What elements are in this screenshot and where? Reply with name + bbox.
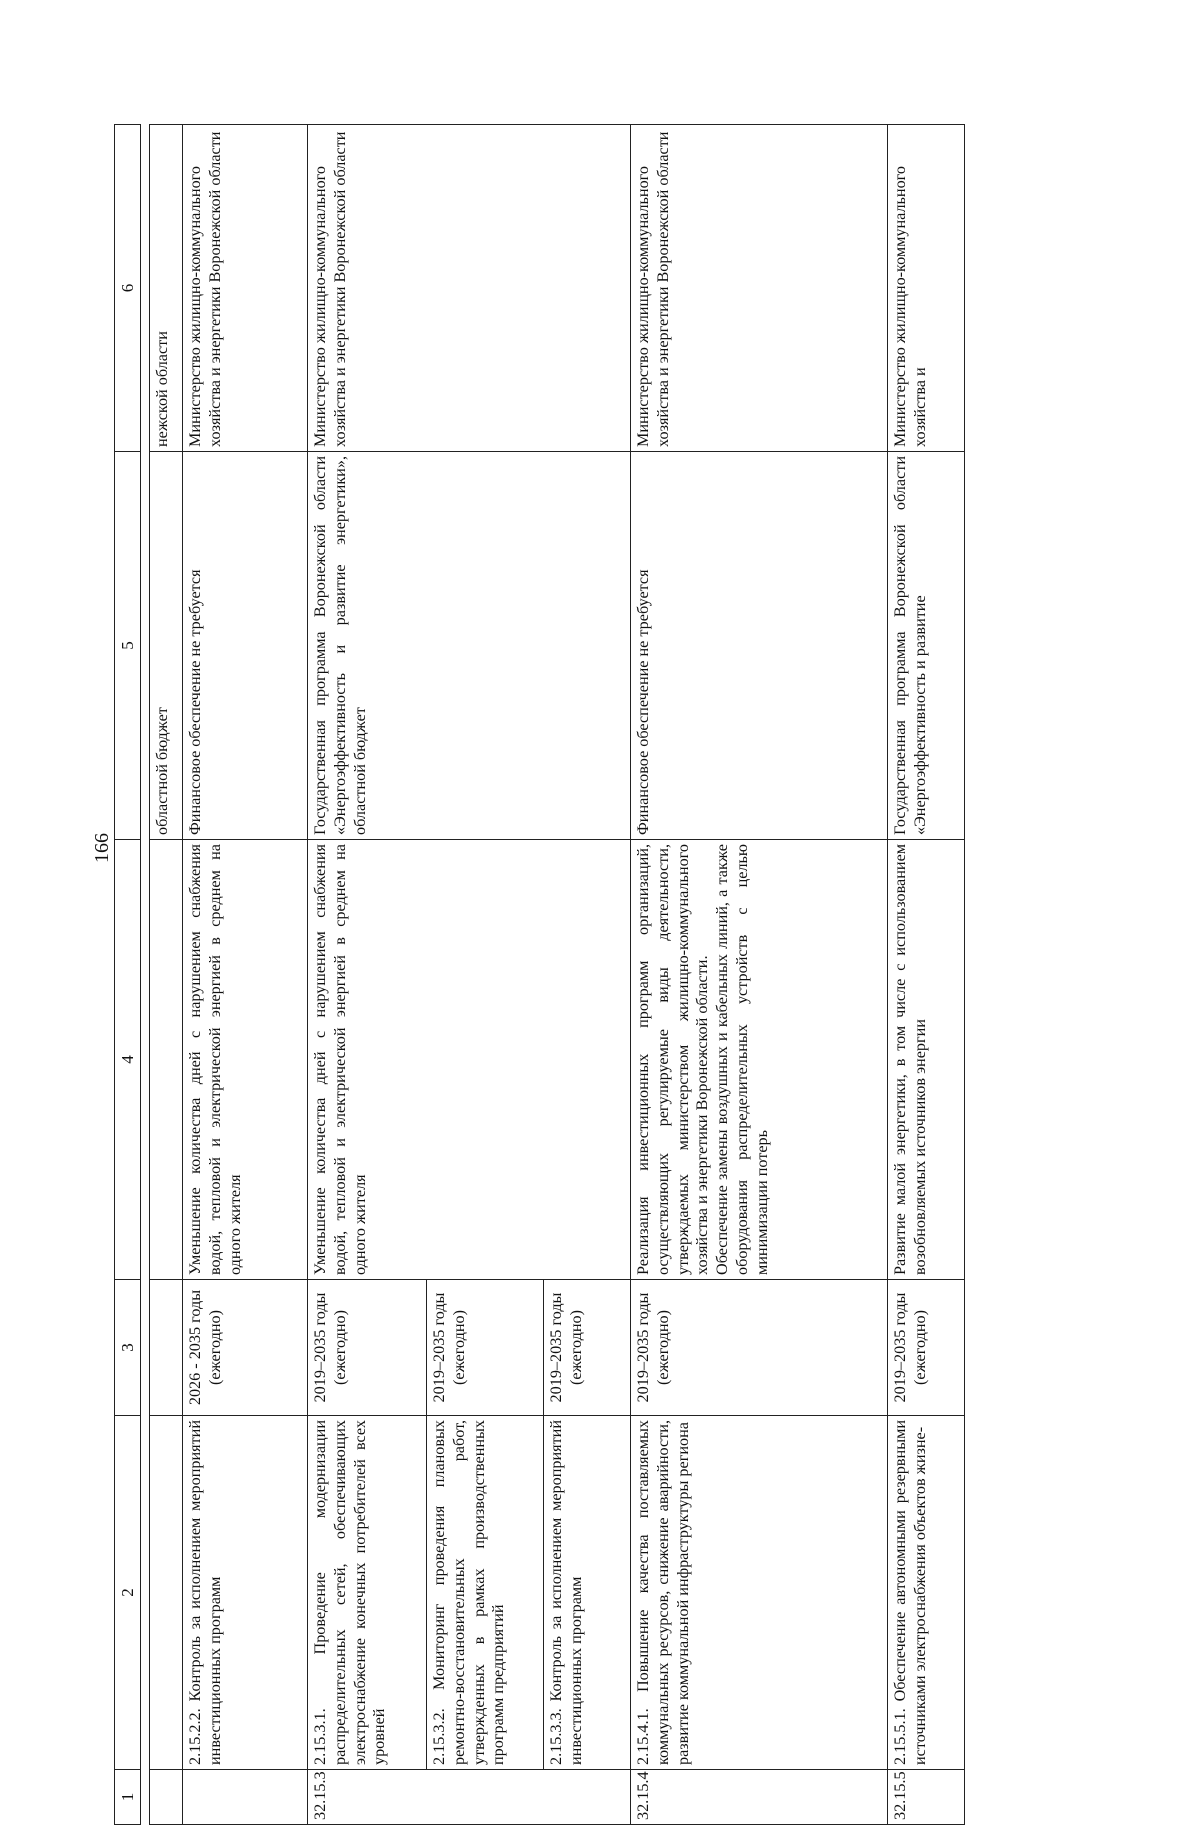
header-col-4: 4 (115, 840, 141, 1280)
cell-period: 2019–2035 годы (ежегодно) (631, 1280, 888, 1416)
cell-activity: 2.15.4.1. Повышение качества поставляемых коммунальных ресурсов, снижение аварийности, развитие коммунальной инфраструктуры региона (631, 1416, 888, 1770)
column-header-table (114, 124, 141, 1825)
cell-activity: 2.15.3.2. Мониторинг проведения плановых ремонтно-восстановительных работ, утвержденных в рамках производственных программ предприятий (427, 1416, 544, 1770)
result-line: Реализация инвестиционных программ организаций, осуществляющих регулируемые виды деятельности, утверждаемых министерством жилищно-коммунального хозяйства и энергетики Воронежской области. (634, 844, 712, 1275)
cell-activity: 2.15.2.2. Контроль за исполнением мероприятий инвестиционных программ (183, 1416, 308, 1770)
cell-result (631, 840, 888, 1280)
table-row (888, 125, 965, 1825)
cell-funding: Финансовое обеспечение не требуется (183, 452, 308, 840)
cell-executor: Министерство жилищно-коммунального хозяйства и энергетики Воронежской области (631, 125, 888, 452)
table-row (183, 125, 308, 1825)
cell-executor: Министерство жилищно-коммунального хозяйства и (888, 125, 965, 452)
cell-period: 2019–2035 годы (ежегодно) (888, 1280, 965, 1416)
cell-executor: нежской области (150, 125, 183, 452)
cell-period: 2019–2035 годы (ежегодно) (544, 1280, 631, 1416)
cell-funding: Финансовое обеспечение не требуется (631, 452, 888, 840)
cell-funding: Государственная программа Воронежской области «Энергоэффективность и развитие энергетики», областной бюджет (308, 452, 631, 840)
header-col-3: 3 (115, 1280, 141, 1416)
cell-empty (150, 1770, 183, 1825)
cell-period: 2026 - 2035 годы (ежегодно) (183, 1280, 308, 1416)
cell-funding: Государственная программа Воронежской области «Энергоэффективность и развитие (888, 452, 965, 840)
header-col-2: 2 (115, 1416, 141, 1770)
table-row (308, 125, 427, 1825)
table-row (631, 125, 888, 1825)
cell-activity: 2.15.5.1. Обеспечение автономными резервными источниками электроснабжения объектов жизне- (888, 1416, 965, 1770)
cell-code (183, 1770, 308, 1825)
cell-result: Развитие малой энергетики, в том числе с использованием возобновляемых источников энергии (888, 840, 965, 1280)
rotated-table-container (114, 125, 1074, 1825)
cell-empty (150, 1416, 183, 1770)
header-col-1: 1 (115, 1770, 141, 1825)
cell-activity: 2.15.3.1. Проведение модернизации распределительных сетей, обеспечивающих электроснабжение конечных потребителей всех уровней (308, 1416, 427, 1770)
result-line: Обеспечение замены воздушных и кабельных линий, а также оборудования распределительных устройств с целью минимизации потерь (713, 844, 771, 1275)
cell-period: 2019–2035 годы (ежегодно) (427, 1280, 544, 1416)
cell-result: Уменьшение количества дней с нарушением снабжения водой, тепловой и электрической энергией в среднем на одного жителя (183, 840, 308, 1280)
cell-code: 32.15.5 (888, 1770, 965, 1825)
cell-executor: Министерство жилищно-коммунального хозяйства и энергетики Воронежской области (308, 125, 631, 452)
cell-activity: 2.15.3.3. Контроль за исполнением мероприятий инвестиционных программ (544, 1416, 631, 1770)
cell-funding: областной бюджет (150, 452, 183, 840)
header-col-6: 6 (115, 125, 141, 452)
cell-empty (150, 1280, 183, 1416)
page-number: 166 (90, 833, 113, 863)
cell-executor: Министерство жилищно-коммунального хозяйства и энергетики Воронежской области (183, 125, 308, 452)
header-row (115, 125, 141, 1825)
cell-empty (150, 840, 183, 1280)
cell-result: Уменьшение количества дней с нарушением снабжения водой, тепловой и электрической энергией в среднем на одного жителя (308, 840, 631, 1280)
cell-code: 32.15.3 (308, 1770, 631, 1825)
cell-code: 32.15.4 (631, 1770, 888, 1825)
header-col-5: 5 (115, 452, 141, 840)
table-row-continuation (150, 125, 183, 1825)
measures-table (149, 124, 965, 1825)
cell-period: 2019–2035 годы (ежегодно) (308, 1280, 427, 1416)
